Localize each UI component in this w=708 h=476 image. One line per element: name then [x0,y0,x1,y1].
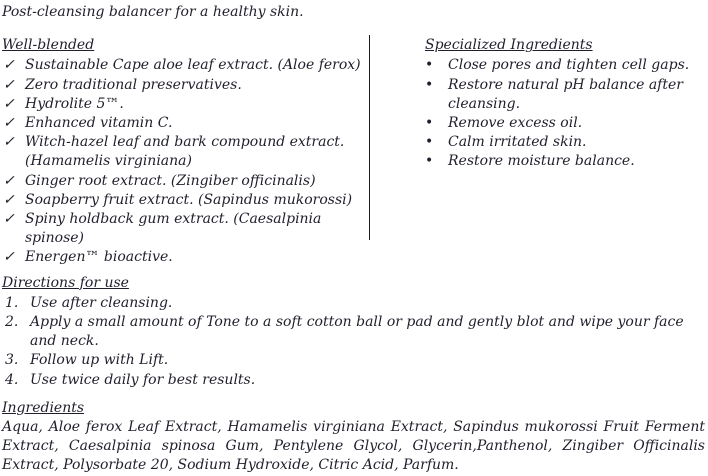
product-tagline: Post-cleansing balancer for a healthy skin. [2,4,304,20]
directions-heading: Directions for use [2,274,129,291]
bullet-icon: • [425,134,434,151]
list-item [2,114,367,133]
list-item-text: Use twice daily for best results. [30,371,256,388]
list-item-text: Remove excess oil. [448,115,583,132]
checkmark-icon: ✓ [3,134,15,151]
ingredients-heading: Ingredients [2,399,85,416]
list-item-text: Enhanced vitamin C. [25,115,173,132]
list-item [2,210,367,248]
checkmark-icon: ✓ [3,211,15,228]
list-item [2,56,367,75]
checkmark-icon: ✓ [3,191,15,208]
list-item [2,76,367,95]
directions-section [0,274,708,390]
list-item-text: Energen™ bioactive. [25,249,173,266]
specialized-ingredients-list [425,56,708,171]
list-item [2,248,367,267]
well-blended-list [2,56,367,267]
list-item [2,172,367,191]
checkmark-icon: ✓ [3,115,15,132]
bullet-icon: • [425,57,434,74]
list-item-text: Calm irritated skin. [448,134,587,151]
two-column-area [0,36,708,267]
specialized-ingredients-heading: Specialized Ingredients [425,37,593,54]
ingredients-text: Aqua, Aloe ferox Leaf Extract, Hamamelis virginiana Extract, Sapindus mukorossi Fruit Ferment Extract, Caesalpinia spinosa Gum, Pentylene Glycol, Glycerin,Panthenol, Zingiber Officinalis Extract, Polysorbate 20, Sodium Hydroxide, Citric Acid, Parfum. [2,419,705,474]
list-item [2,371,708,390]
checkmark-icon: ✓ [3,57,15,74]
list-item [425,76,708,114]
well-blended-heading: Well-blended [2,37,95,54]
list-item [2,294,708,313]
list-item-text: Zero traditional preservatives. [25,76,242,93]
list-item [2,313,708,351]
list-item-text: Spiny holdback gum extract. (Caesalpinia spinose) [25,211,322,247]
well-blended-section [0,36,367,267]
list-item-text: Apply a small amount of Tone to a soft cotton ball or pad and gently blot and wipe your face and neck. [30,314,684,350]
list-item [425,114,708,133]
checkmark-icon: ✓ [3,172,15,189]
bullet-icon: • [425,153,434,170]
list-item [425,133,708,152]
list-item [2,133,367,171]
list-item-text: Follow up with Lift. [30,352,169,369]
list-item-text: Close pores and tighten cell gaps. [448,57,690,74]
ingredients-section [0,399,708,476]
list-item-text: Sustainable Cape aloe leaf extract. (Aloe ferox) [25,57,361,74]
bullet-icon: • [425,76,434,93]
list-item-text: Use after cleansing. [30,294,173,311]
bullet-icon: • [425,115,434,132]
list-item-text: Hydrolite 5™. [25,95,124,112]
list-item-number: 1. [5,294,19,311]
list-item-number: 2. [5,314,19,331]
list-item [425,152,708,171]
list-item [2,95,367,114]
list-item-text: Restore moisture balance. [448,153,635,170]
column-divider [369,35,370,240]
directions-list [2,294,708,390]
product-info-sheet [0,3,708,476]
list-item-text: Restore natural pH balance after cleansing. [448,76,683,112]
list-item [2,191,367,210]
specialized-ingredients-section [367,36,708,267]
list-item-number: 4. [5,371,19,388]
list-item [2,351,708,370]
checkmark-icon: ✓ [3,95,15,112]
checkmark-icon: ✓ [3,76,15,93]
list-item [425,56,708,75]
list-item-text: Soapberry fruit extract. (Sapindus mukorossi) [25,191,353,208]
list-item-number: 3. [5,352,19,369]
checkmark-icon: ✓ [3,249,15,266]
list-item-text: Witch-hazel leaf and bark compound extract. (Hamamelis virginiana) [25,134,345,170]
list-item-text: Ginger root extract. (Zingiber officinalis) [25,172,316,189]
